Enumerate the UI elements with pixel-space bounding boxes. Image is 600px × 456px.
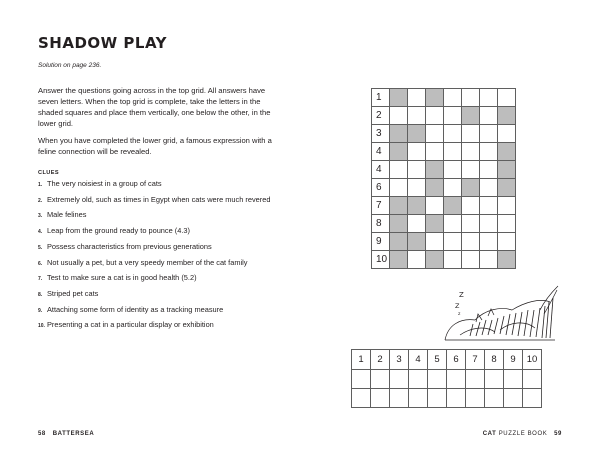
answer-cell[interactable]	[444, 89, 462, 107]
clue-text: Striped pet cats	[47, 288, 99, 298]
bottom-grid	[351, 349, 542, 408]
clue-text: The very noisiest in a group of cats	[47, 179, 162, 188]
book-brand: CAT	[482, 431, 497, 437]
answer-cell[interactable]	[426, 107, 444, 125]
clue-item	[38, 226, 288, 237]
answer-cell[interactable]	[462, 197, 480, 215]
shaded-cell[interactable]	[498, 107, 516, 125]
shaded-cell[interactable]	[462, 107, 480, 125]
clue-item	[38, 242, 288, 253]
answer-cell[interactable]	[523, 370, 542, 389]
instructions-paragraph: Answer the questions going across in the top grid. All answers have seven letters. When the top grid is complete, take the letters in the shaded squares and place them vertically, one below the other, in the lower grid.	[38, 86, 271, 128]
clue-item	[38, 320, 288, 331]
answer-cell[interactable]	[523, 389, 542, 408]
shaded-cell[interactable]	[498, 161, 516, 179]
shaded-cell[interactable]	[390, 215, 408, 233]
shaded-cell[interactable]	[390, 197, 408, 215]
answer-cell[interactable]	[426, 125, 444, 143]
instructions	[38, 85, 278, 163]
publisher-name: BATTERSEA	[52, 431, 95, 437]
row-number: 2	[372, 107, 390, 125]
clues-heading: CLUES	[38, 170, 59, 176]
answer-cell[interactable]	[444, 107, 462, 125]
answer-cell[interactable]	[480, 161, 498, 179]
clue-item	[38, 179, 288, 190]
shaded-cell[interactable]	[498, 143, 516, 161]
grid-row	[372, 161, 516, 179]
grid-row	[372, 233, 516, 251]
page-number: 58	[38, 431, 46, 437]
grid-row	[372, 125, 516, 143]
answer-cell[interactable]	[371, 389, 390, 408]
answer-cell[interactable]	[390, 389, 409, 408]
clue-text: Presenting a cat in a particular display or exhibition	[47, 320, 214, 330]
row-number: 8	[372, 215, 390, 233]
shaded-cell[interactable]	[390, 89, 408, 107]
clue-item	[38, 273, 288, 284]
grid-row	[372, 179, 516, 197]
column-number: 9	[504, 350, 523, 370]
answer-cell[interactable]	[462, 161, 480, 179]
answer-cell[interactable]	[480, 197, 498, 215]
clue-item	[38, 210, 288, 221]
column-number: 10	[523, 350, 542, 370]
row-number: 7	[372, 197, 390, 215]
answer-cell[interactable]	[352, 389, 371, 408]
shaded-cell[interactable]	[426, 89, 444, 107]
answer-cell[interactable]	[444, 233, 462, 251]
clues-list	[38, 179, 288, 336]
answer-cell[interactable]	[498, 125, 516, 143]
answer-cell[interactable]	[426, 233, 444, 251]
answer-cell[interactable]	[480, 179, 498, 197]
answer-cell[interactable]	[480, 125, 498, 143]
snore-z: Z	[455, 302, 460, 310]
answer-cell[interactable]	[444, 215, 462, 233]
answer-cell[interactable]	[462, 125, 480, 143]
answer-cell[interactable]	[390, 161, 408, 179]
answer-cell[interactable]	[408, 107, 426, 125]
footer-left	[38, 431, 94, 437]
shaded-cell[interactable]	[426, 179, 444, 197]
clue-text: Attaching some form of identity as a tracking measure	[47, 304, 224, 314]
row-number: 1	[372, 89, 390, 107]
answer-cell[interactable]	[466, 389, 485, 408]
answer-cell[interactable]	[462, 233, 480, 251]
answer-cell[interactable]	[480, 215, 498, 233]
grid-row	[372, 215, 516, 233]
clue-number: 3.	[38, 213, 43, 220]
answer-cell[interactable]	[409, 389, 428, 408]
clue-number: 8.	[38, 291, 43, 298]
clue-number: 9.	[38, 307, 43, 314]
page-title: SHADOW PLAY	[38, 34, 168, 52]
answer-cell[interactable]	[408, 89, 426, 107]
answer-cell[interactable]	[462, 251, 480, 269]
answer-cell[interactable]	[462, 89, 480, 107]
row-number: 4	[372, 161, 390, 179]
shaded-cell[interactable]	[444, 197, 462, 215]
clue-number: 7.	[38, 276, 43, 283]
answer-cell[interactable]	[428, 389, 447, 408]
answer-cell[interactable]	[485, 370, 504, 389]
answer-cell[interactable]	[504, 370, 523, 389]
shaded-cell[interactable]	[390, 233, 408, 251]
answer-cell[interactable]	[408, 161, 426, 179]
answer-cell[interactable]	[444, 143, 462, 161]
clue-text: Not usually a pet, but a very speedy member of the cat family	[47, 257, 248, 267]
grid-row	[372, 251, 516, 269]
column-number: 5	[428, 350, 447, 370]
answer-cell[interactable]	[480, 233, 498, 251]
shaded-cell[interactable]	[426, 251, 444, 269]
clue-item	[38, 289, 288, 300]
answer-cell[interactable]	[462, 143, 480, 161]
shaded-cell[interactable]	[426, 215, 444, 233]
answer-cell[interactable]	[428, 370, 447, 389]
clue-text: Possess characteristics from previous generations	[47, 241, 212, 251]
answer-cell[interactable]	[352, 370, 371, 389]
answer-cell[interactable]	[426, 143, 444, 161]
shaded-cell[interactable]	[390, 143, 408, 161]
clue-item	[38, 195, 288, 206]
shaded-cell[interactable]	[390, 125, 408, 143]
answer-cell[interactable]	[408, 143, 426, 161]
column-number: 6	[447, 350, 466, 370]
answer-cell[interactable]	[466, 370, 485, 389]
column-header-row	[352, 350, 542, 370]
answer-cell[interactable]	[504, 389, 523, 408]
instructions-paragraph: When you have completed the lower grid, a famous expression with a feline connection will be revealed.	[38, 136, 272, 156]
answer-row	[352, 389, 542, 408]
answer-cell[interactable]	[426, 197, 444, 215]
answer-cell[interactable]	[485, 389, 504, 408]
clue-number: 1.	[38, 182, 43, 188]
grid-row	[372, 107, 516, 125]
column-number: 7	[466, 350, 485, 370]
answer-cell[interactable]	[498, 197, 516, 215]
answer-cell[interactable]	[444, 179, 462, 197]
shaded-cell[interactable]	[408, 233, 426, 251]
shaded-cell[interactable]	[390, 251, 408, 269]
answer-cell[interactable]	[444, 125, 462, 143]
answer-cell[interactable]	[462, 215, 480, 233]
row-number: 10	[372, 251, 390, 269]
clue-number: 2.	[38, 197, 43, 204]
answer-cell[interactable]	[409, 370, 428, 389]
clue-number: 6.	[38, 260, 43, 267]
answer-cell[interactable]	[444, 161, 462, 179]
snore-z: z	[458, 312, 461, 317]
footer-right	[483, 431, 562, 437]
book-title: PUZZLE BOOK	[498, 431, 548, 437]
answer-row	[352, 370, 542, 389]
solution-note: Solution on page 236.	[38, 62, 102, 69]
answer-cell[interactable]	[480, 251, 498, 269]
row-number: 9	[372, 233, 390, 251]
answer-cell[interactable]	[408, 179, 426, 197]
top-grid	[371, 88, 516, 269]
shaded-cell[interactable]	[408, 197, 426, 215]
answer-cell[interactable]	[480, 107, 498, 125]
answer-cell[interactable]	[480, 89, 498, 107]
shaded-cell[interactable]	[408, 125, 426, 143]
answer-cell[interactable]	[390, 179, 408, 197]
answer-cell[interactable]	[480, 143, 498, 161]
answer-cell[interactable]	[390, 370, 409, 389]
clue-number: 10.	[38, 323, 45, 330]
answer-cell[interactable]	[498, 233, 516, 251]
shaded-cell[interactable]	[462, 179, 480, 197]
clue-number: 5.	[38, 244, 43, 251]
clue-item	[38, 305, 288, 316]
shaded-cell[interactable]	[498, 251, 516, 269]
column-number: 3	[390, 350, 409, 370]
column-number: 2	[371, 350, 390, 370]
answer-cell[interactable]	[498, 215, 516, 233]
grid-row	[372, 89, 516, 107]
answer-cell[interactable]	[408, 251, 426, 269]
snore-z: Z	[459, 291, 464, 299]
answer-cell[interactable]	[447, 370, 466, 389]
grid-row	[372, 143, 516, 161]
shaded-cell[interactable]	[498, 179, 516, 197]
column-number: 1	[352, 350, 371, 370]
grid-row	[372, 197, 516, 215]
column-number: 8	[485, 350, 504, 370]
page-number: 59	[554, 431, 562, 437]
shaded-cell[interactable]	[426, 161, 444, 179]
answer-cell[interactable]	[408, 215, 426, 233]
answer-cell[interactable]	[447, 389, 466, 408]
answer-cell[interactable]	[371, 370, 390, 389]
clue-item	[38, 258, 288, 269]
clue-text: Leap from the ground ready to pounce (4.3)	[47, 226, 190, 236]
row-number: 4	[372, 143, 390, 161]
column-number: 4	[409, 350, 428, 370]
answer-cell[interactable]	[390, 107, 408, 125]
clue-text: Test to make sure a cat is in good health (5.2)	[47, 273, 197, 283]
clue-text: Male felines	[47, 210, 87, 220]
answer-cell[interactable]	[444, 251, 462, 269]
clue-number: 4.	[38, 229, 43, 236]
row-number: 3	[372, 125, 390, 143]
clue-text: Extremely old, such as times in Egypt when cats were much revered	[47, 194, 271, 204]
row-number: 6	[372, 179, 390, 197]
answer-cell[interactable]	[498, 89, 516, 107]
